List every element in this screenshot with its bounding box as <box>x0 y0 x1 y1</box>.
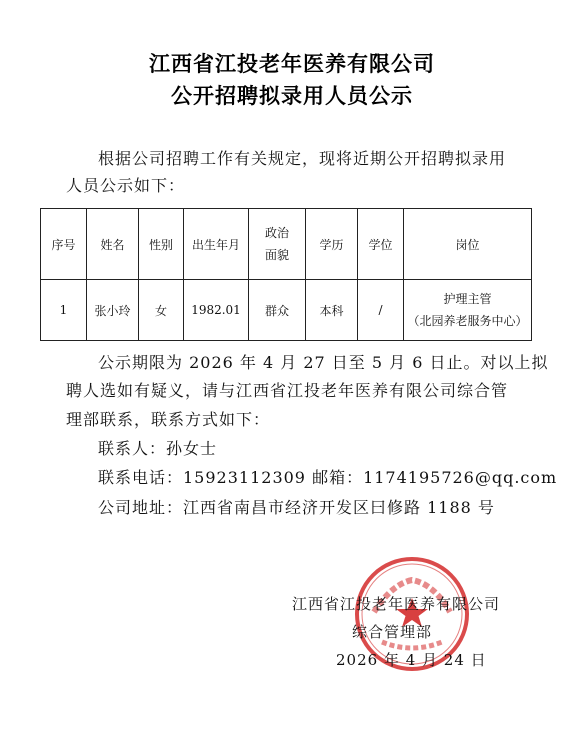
header-political-line2: 面貌 <box>264 248 289 262</box>
cell-position-line1: 护理主管 <box>443 292 492 306</box>
contact-phone-email: 联系电话：15923112309 邮箱：1174195726@qq.com <box>98 468 558 487</box>
cell-name: 张小玲 <box>87 280 139 341</box>
cell-position-line2: （北园养老服务中心） <box>407 314 528 328</box>
cell-birth: 1982.01 <box>184 280 249 341</box>
document-title: 江西省江投老年医养有限公司 <box>149 52 435 76</box>
intro-line-2: 人员公示如下： <box>66 176 186 195</box>
header-political-line1: 政治 <box>264 226 289 240</box>
notice-line-2: 聘人选如有疑义，请与江西省江投老年医养有限公司综合管 <box>66 381 509 400</box>
header-education: 学历 <box>306 209 358 280</box>
cell-position <box>404 280 532 341</box>
header-gender: 性别 <box>139 209 184 280</box>
header-birth: 出生年月 <box>184 209 249 280</box>
cell-degree: / <box>358 280 404 341</box>
signature-department: 综合管理部 <box>352 623 433 641</box>
header-seq: 序号 <box>41 209 87 280</box>
signature-date: 2026 年 4 月 24 日 <box>336 651 487 669</box>
candidate-table <box>40 208 532 341</box>
notice-line-3: 理部联系，联系方式如下： <box>66 410 271 429</box>
cell-political: 群众 <box>249 280 306 341</box>
company-address: 公司地址：江西省南昌市经济开发区曰修路 1188 号 <box>98 498 495 517</box>
document-subtitle: 公开招聘拟录用人员公示 <box>171 84 413 108</box>
intro-line-1: 根据公司招聘工作有关规定，现将近期公开招聘拟录用 <box>98 149 507 168</box>
header-political <box>249 209 306 280</box>
cell-gender: 女 <box>139 280 184 341</box>
cell-education: 本科 <box>306 280 358 341</box>
header-position: 岗位 <box>404 209 532 280</box>
header-degree: 学位 <box>358 209 404 280</box>
table-header-row <box>41 209 532 280</box>
table-row <box>41 280 532 341</box>
cell-seq: 1 <box>41 280 87 341</box>
header-name: 姓名 <box>87 209 139 280</box>
notice-line-1: 公示期限为 2026 年 4 月 27 日至 5 月 6 日止。对以上拟 <box>98 353 549 372</box>
signature-company: 江西省江投老年医养有限公司 <box>292 595 501 613</box>
contact-person: 联系人：孙女士 <box>98 439 218 458</box>
